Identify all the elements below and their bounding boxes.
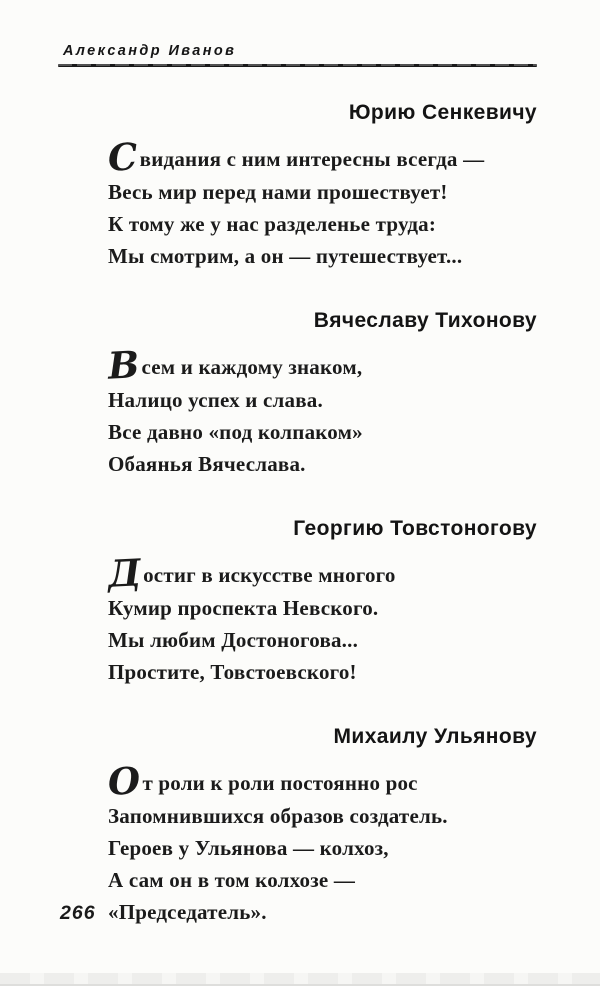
- poem-line: [106, 549, 537, 596]
- header-rule: [58, 64, 537, 67]
- poem-line: Запомнившихся образов создатель.: [108, 803, 448, 828]
- page-content: [58, 44, 537, 928]
- epigram-section: [58, 516, 537, 688]
- poem-line-text: остиг в искусстве многого: [143, 562, 396, 587]
- drop-cap-initial: С: [106, 133, 139, 180]
- dedication-heading: Вячеславу Тихонову: [313, 308, 537, 332]
- page-number: 266: [60, 902, 96, 924]
- poem-line: Мы любим Достоногова...: [108, 627, 359, 652]
- poem-line: Все давно «под колпаком»: [108, 419, 363, 444]
- poem-line: [106, 757, 537, 804]
- poem-line: Налицо успех и слава.: [108, 387, 323, 412]
- dedication-heading: Михаилу Ульянову: [333, 724, 537, 748]
- poem-line: Героев у Ульянова — колхоз,: [108, 835, 389, 860]
- poem: [106, 341, 537, 480]
- poem-line: Весь мир перед нами прошествует!: [108, 179, 448, 204]
- drop-cap-initial: О: [106, 757, 142, 804]
- poem-line-text: т роли к роли постоянно рос: [142, 770, 418, 795]
- epigram-section: [58, 308, 537, 480]
- poem-line: Кумир проспекта Невского.: [108, 595, 379, 620]
- poem-line: Простите, Товстоевского!: [108, 659, 357, 684]
- poem-line: А сам он в том колхозе —: [108, 867, 356, 892]
- poem-line-text: видания с ним интересны всегда —: [139, 146, 485, 171]
- poem-line: [106, 341, 537, 388]
- epigram-section: [58, 100, 537, 272]
- dedication-heading: Георгию Товстоногову: [293, 516, 537, 540]
- dedication-heading: Юрию Сенкевичу: [348, 100, 537, 124]
- poem-line: [106, 133, 537, 180]
- poem: [106, 133, 537, 272]
- drop-cap-initial: Д: [106, 549, 143, 596]
- running-header: Александр Иванов: [63, 43, 237, 59]
- poem: [106, 757, 537, 928]
- poem-line: К тому же у нас разделенье труда:: [108, 211, 437, 236]
- drop-cap-initial: В: [106, 341, 141, 388]
- scan-edge-shadow: [0, 973, 600, 986]
- poem-line-text: сем и каждому знаком,: [141, 354, 363, 379]
- poem: [106, 549, 537, 688]
- poem-line: Мы смотрим, а он — путешествует...: [108, 243, 463, 268]
- poem-line: «Председатель».: [108, 899, 267, 924]
- poem-line: Обаянья Вячеслава.: [108, 451, 306, 476]
- epigram-section: [58, 724, 537, 928]
